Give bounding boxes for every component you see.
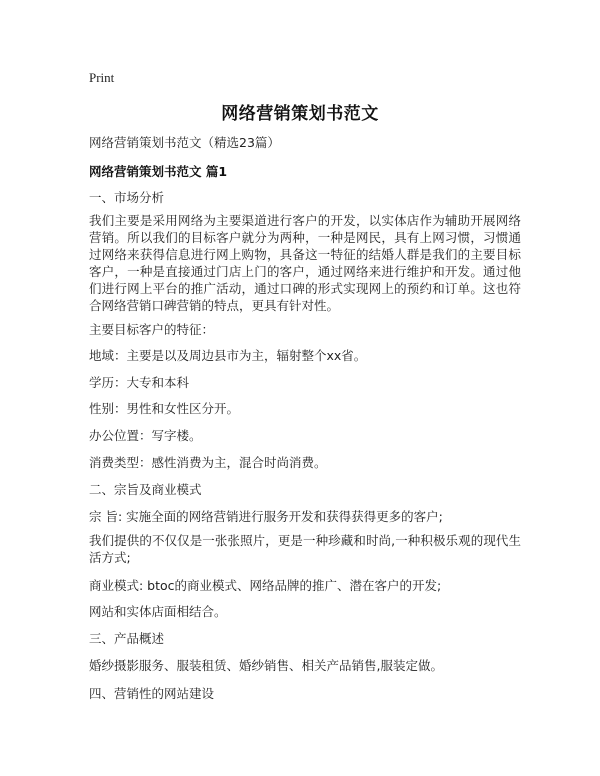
heading-market-analysis: 一、市场分析 xyxy=(89,190,165,205)
feature-education: 学历：大专和本科 xyxy=(89,375,190,390)
heading-product-overview: 三、产品概述 xyxy=(89,631,165,646)
feature-office: 办公位置：写字楼。 xyxy=(89,428,202,443)
products-text: 婚纱摄影服务、服装租赁、婚纱销售、相关产品销售,服装定做。 xyxy=(89,658,443,673)
heading-website: 四、营销性的网站建设 xyxy=(89,686,215,701)
page-title: 网络营销策划书范文 xyxy=(221,104,379,124)
section-title: 网络营销策划书范文 篇1 xyxy=(89,164,228,179)
heading-purpose: 二、宗旨及商业模式 xyxy=(89,482,202,497)
paragraph-market-analysis: 我们主要是采用网络为主要渠道进行客户的开发，以实体店作为辅助开展网络营销。所以我们的目标客户就分为两种，一种是网民，具有上网习惯，习惯通过网络来获得信息进行网上购物，具备这一特征的结婚人群是我们的主要目标客户，一种是直接通过门店上门的客户，通过网络来进行维护和开发。通过他们进行网上平台的推广活动，通过口碑的形式实现网上的预约和订单。这也符合网络营销口碑营销的特点，更具有针对性。 xyxy=(89,213,521,313)
feature-consumption: 消费类型：感性消费为主，混合时尚消费。 xyxy=(89,455,327,470)
purpose-text: 宗 旨: 实施全面的网络营销进行服务开发和获得获得更多的客户; xyxy=(89,509,443,524)
subtitle: 网络营销策划书范文（精选23篇） xyxy=(89,135,280,150)
paragraph-offer: 我们提供的不仅仅是一张张照片，更是一种珍藏和时尚,一种积极乐观的现代生活方式; xyxy=(89,533,521,565)
combine-text: 网站和实体店面相结合。 xyxy=(89,604,227,619)
business-model-text: 商业模式: btoc的商业模式、网络品牌的推广、潜在客户的开发; xyxy=(89,578,442,593)
print-link[interactable]: Print xyxy=(89,70,115,85)
feature-gender: 性别：男性和女性区分开。 xyxy=(89,401,240,416)
target-features-label: 主要目标客户的特征： xyxy=(89,322,215,337)
feature-region: 地域：主要是以及周边县市为主，辐射整个xx省。 xyxy=(89,348,367,363)
